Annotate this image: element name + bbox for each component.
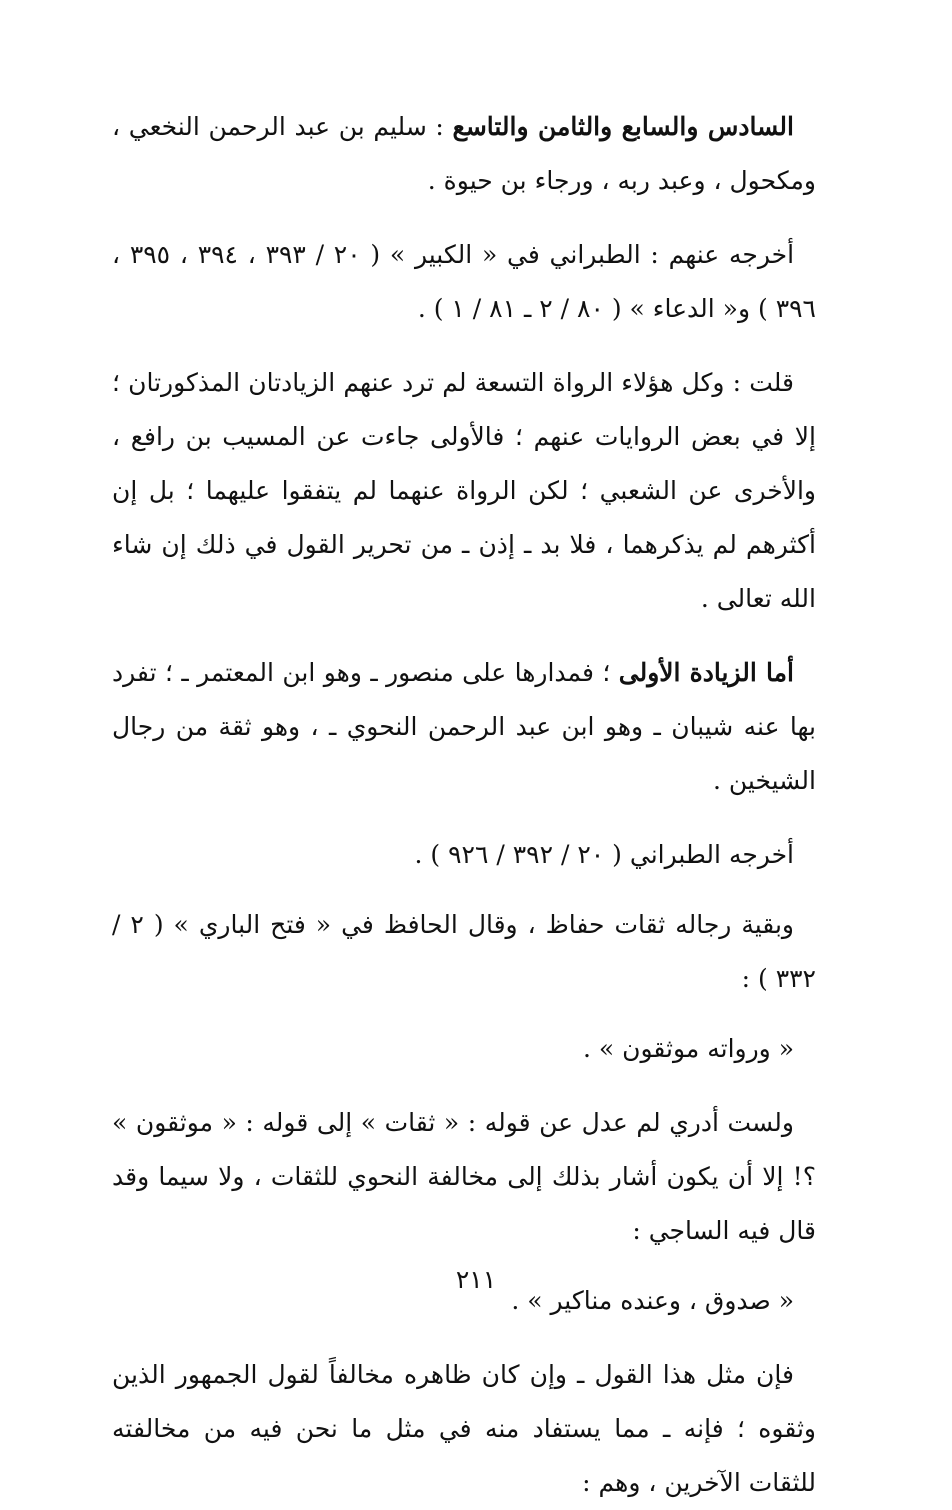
paragraph-4-text: ؛ فمدارها على منصور ـ وهو ابن المعتمر ـ ؛ تفرد بها عنه شيبان ـ وهو ابن عبد الرحمن النحوي ـ ، وهو ثقة من رجال الشيخين . bbox=[112, 658, 816, 795]
quote-1: « ورواته موثقون » . bbox=[582, 1034, 794, 1063]
paragraph-1-text: : سليم بن عبد الرحمن النخعي ، ومكحول ، وعبد ربه ، ورجاء بن حيوة . bbox=[112, 112, 816, 195]
paragraph-1 bbox=[112, 100, 816, 208]
paragraph-7: ولست أدري لم عدل عن قوله : « ثقات » إلى قوله : « موثقون » ؟! إلا أن يكون أشار بذلك إلى مخالفة النحوي للثقات ، ولا سيما وقد قال فيه الساجي : bbox=[112, 1108, 816, 1245]
paragraph-6: وبقية رجاله ثقات حفاظ ، وقال الحافظ في « فتح الباري » ( ٢ / ٣٣٢ ) : bbox=[112, 910, 816, 993]
quote-2: « صدوق ، وعنده مناكير » . bbox=[511, 1286, 794, 1315]
paragraph-4 bbox=[112, 646, 816, 808]
paragraph-8: فإن مثل هذا القول ـ وإن كان ظاهره مخالفاً لقول الجمهور الذين وثقوه ؛ فإنه ـ مما يستفاد منه في مثل ما نحن فيه من مخالفته للثقات الآخرين ، وهم : bbox=[112, 1360, 816, 1497]
paragraph-4-bold-lead: أما الزيادة الأولى bbox=[618, 658, 794, 687]
paragraph-3: قلت : وكل هؤلاء الرواة التسعة لم ترد عنهم الزيادتان المذكورتان ؛ إلا في بعض الروايات عنهم ؛ فالأولى جاءت عن المسيب بن رافع ، والأخرى عن الشعبي ؛ لكن الرواة عنهما لم يتفقوا عليهما ؛ بل إن أكثرهم لم يذكرهما ، فلا بد ـ إذن ـ من تحرير القول في ذلك إن شاء الله تعالى . bbox=[112, 368, 816, 613]
paragraph-1-bold-lead: السادس والسابع والثامن والتاسع bbox=[452, 112, 794, 141]
page-number: ٢١١ bbox=[455, 1265, 497, 1294]
paragraph-2: أخرجه عنهم : الطبراني في « الكبير » ( ٢٠ / ٣٩٣ ، ٣٩٤ ، ٣٩٥ ، ٣٩٦ ) و« الدعاء » ( ٨٠ / ٢ ـ ٨١ / ١ ) . bbox=[112, 240, 816, 323]
paragraph-5: أخرجه الطبراني ( ٢٠ / ٣٩٢ / ٩٢٦ ) . bbox=[414, 840, 794, 869]
